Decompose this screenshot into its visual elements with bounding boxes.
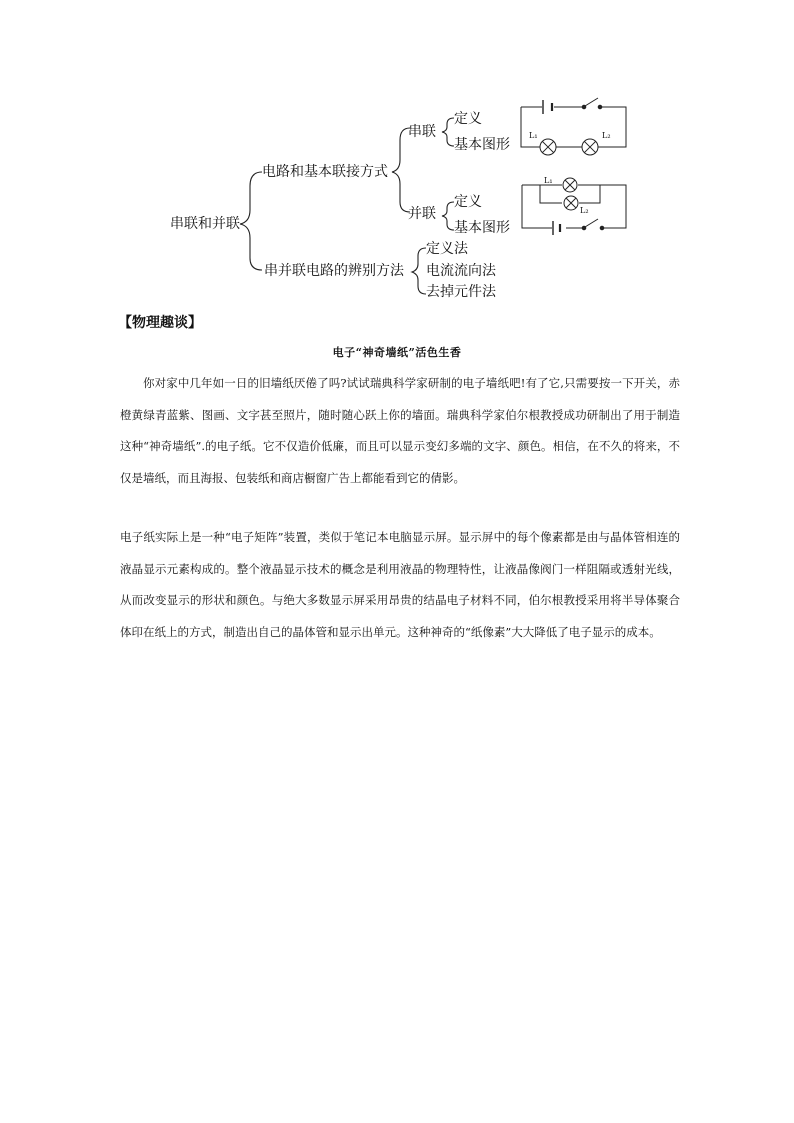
- identify-branch-node: 串并联电路的辨别方法: [264, 263, 404, 279]
- method-item: 去掉元件法: [426, 284, 496, 300]
- parallel-lamp1-label: L₁: [544, 176, 553, 185]
- method-item: 电流流向法: [426, 263, 496, 279]
- parallel-lamp2-label: L₂: [580, 206, 589, 215]
- article-paragraph: 你对家中几年如一日的旧墙纸厌倦了吗?试试瑞典科学家研制的电子墙纸吧!有了它,只需要按一下开关，赤橙黄绿青蓝紫、图画、文字甚至照片，随时随心跃上你的墙面。瑞典科学家伯尔根教授成功研制出了用于制造这种“神奇墙纸”.的电子纸。它不仅造价低廉，而且可以显示变幻多端的文字、颜色。相信，在不久的将来，不仅是墙纸，而且海报、包装纸和商店橱窗广告上都能看到它的倩影。: [120, 376, 680, 485]
- article-paragraph: 电子纸实际上是一种“电子矩阵”装置，类似于笔记本电脑显示屏。显示屏中的每个像素都是由与晶体管相连的液晶显示元素构成的。整个液晶显示技术的概念是利用液晶的物理特性，让液晶像阀门一样阻隔或透射光线，从而改变显示的形状和颜色。与绝大多数显示屏采用昂贵的结晶电子材料不同，伯尔根教授采用将半导体聚合体印在纸上的方式，制造出自己的晶体管和显示出单元。这种神奇的“纸像素”大大降低了电子显示的成本。: [120, 530, 680, 639]
- series-definition-node: 定义: [454, 111, 482, 127]
- section-heading: 【物理趣谈】: [118, 315, 202, 331]
- series-diagram-node: 基本图形: [454, 137, 510, 153]
- circuit-branch-node: 电路和基本联接方式: [262, 164, 388, 180]
- parallel-node: 并联: [408, 206, 436, 222]
- series-lamp1-label: L₁: [529, 131, 538, 140]
- method-item: 定义法: [426, 241, 468, 257]
- root-node: 串联和并联: [170, 216, 240, 232]
- parallel-circuit-svg: [0, 0, 794, 320]
- series-node: 串联: [408, 124, 436, 140]
- parallel-definition-node: 定义: [454, 194, 482, 210]
- series-lamp2-label: L₂: [602, 131, 611, 140]
- article-title: 电子“神奇墙纸”活色生香: [332, 346, 462, 359]
- parallel-diagram-node: 基本图形: [454, 220, 510, 236]
